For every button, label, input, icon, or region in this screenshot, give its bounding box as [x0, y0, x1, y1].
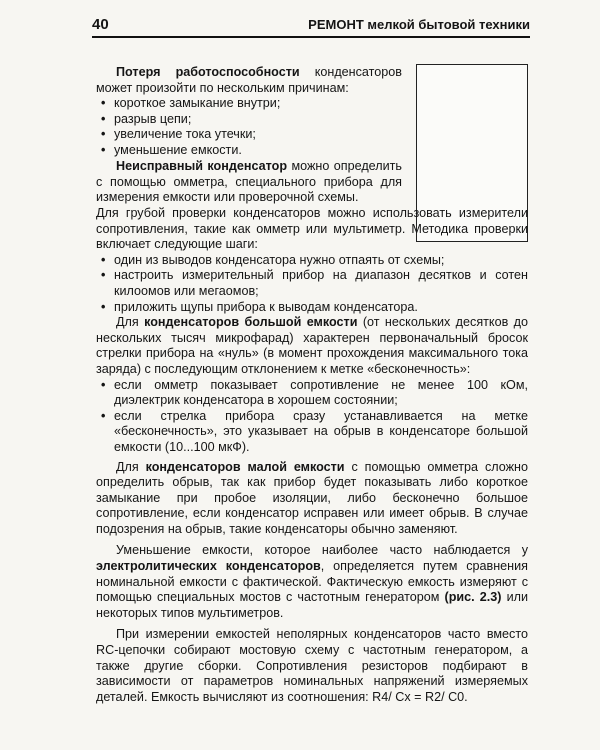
- paragraph-text: (от нескольких десятков до нескольких тысяч микрофарад) характерен первоначальный бросок стрелки прибора на «нуль» (в момент прохождения максимального тока заряда) с последующим отклонением к метке «бесконечность»:: [96, 315, 528, 376]
- paragraph-nonpolar: При измерении емкостей неполярных конденсаторов часто вместо RC-цепочки собирают мостовую схему с частотным генератором, а также другие сборки. Сопротивления резисторов подбирают в зависимости от параметров номинальных напряжений измеряемых деталей. Емкость вычисляют из соотношения: R4/ Cx = R2/ C0.: [96, 627, 528, 704]
- paragraph-text: Для: [116, 315, 145, 330]
- list-item: • приложить щупы прибора к выводам конденсатора.: [96, 300, 528, 316]
- list-item: • если стрелка прибора сразу устанавливается на метке «бесконечность», это указывает на обрыв в конденсаторе большой емкости (10...100 мкФ).: [96, 409, 528, 456]
- figure-reference: (рис. 2.3): [444, 590, 502, 605]
- term-loss-of-function: Потеря работоспособности: [116, 65, 300, 79]
- paragraph-text: можно определить с помощью омметра, специального прибора для измерения емкости или проверочной схемы.: [96, 159, 402, 205]
- causes-list: [96, 96, 402, 158]
- term-small-capacity: конденсаторов малой емкости: [145, 459, 345, 474]
- list-item: • увеличение тока утечки;: [96, 127, 402, 143]
- paragraph-faulty-capacitor: [96, 159, 402, 206]
- term-electrolytic: электролитических конденсаторов: [96, 559, 321, 574]
- running-title: РЕМОНТ мелкой бытовой техники: [308, 17, 530, 32]
- page-header: [92, 14, 530, 38]
- list-item: • настроить измерительный прибор на диапазон десятков и сотен килоомов или мегаомов;: [96, 268, 528, 299]
- paragraph-text: , определяется путем сравнения номинальной емкости с фактической. Фактическую емкость измеряют с помощью специальных мостов с частотным генератором: [96, 559, 528, 605]
- page-number: 40: [92, 16, 109, 33]
- steps-list: [96, 253, 528, 315]
- paragraph-text: с помощью омметра сложно определить обрыв, так как прибор будет показывать либо короткое замыкание при пробое изоляции, либо бесконечно большое сопротивление, если конденсатор исправен или имеет обрыв. В случае подозрения на обрыв, такие конденсаторы обычно заменяют.: [96, 459, 528, 536]
- paragraph-rough-check: Для грубой проверки конденсаторов можно использовать измерители сопротивления, такие как омметр или мультиметр. Методика проверки включает следующие шаги:: [96, 206, 528, 252]
- paragraph-electrolytic: [96, 543, 528, 621]
- intro-block: [96, 65, 402, 159]
- list-item: • короткое замыкание внутри;: [96, 96, 402, 112]
- list-item: • один из выводов конденсатора нужно отпаять от схемы;: [96, 253, 528, 269]
- paragraph-text: или некоторых типов мультиметров.: [96, 590, 528, 620]
- paragraph-small-capacity: [96, 460, 528, 538]
- term-faulty-capacitor: Неисправный конденсатор: [116, 159, 288, 173]
- paragraph-text: Для: [116, 459, 146, 474]
- list-item: • если омметр показывает сопротивление не менее 100 кОм, диэлектрик конденсатора в хорошем состоянии;: [96, 378, 528, 409]
- list-item: • разрыв цепи;: [96, 112, 402, 128]
- paragraph-large-capacity: [96, 315, 528, 377]
- large-capacity-cases-list: [96, 378, 528, 456]
- main-text-block: [96, 206, 528, 705]
- term-large-capacity: конденсаторов большой емкости: [144, 315, 358, 330]
- list-item: • уменьшение емкости.: [96, 143, 402, 159]
- paragraph-failure-causes: [96, 65, 402, 96]
- paragraph-text: конденсаторов может произойти по нескольким причинам:: [96, 65, 402, 95]
- faulty-capacitor-block: [96, 159, 402, 206]
- paragraph-text: Уменьшение емкости, которое наиболее часто наблюдается у: [116, 543, 528, 558]
